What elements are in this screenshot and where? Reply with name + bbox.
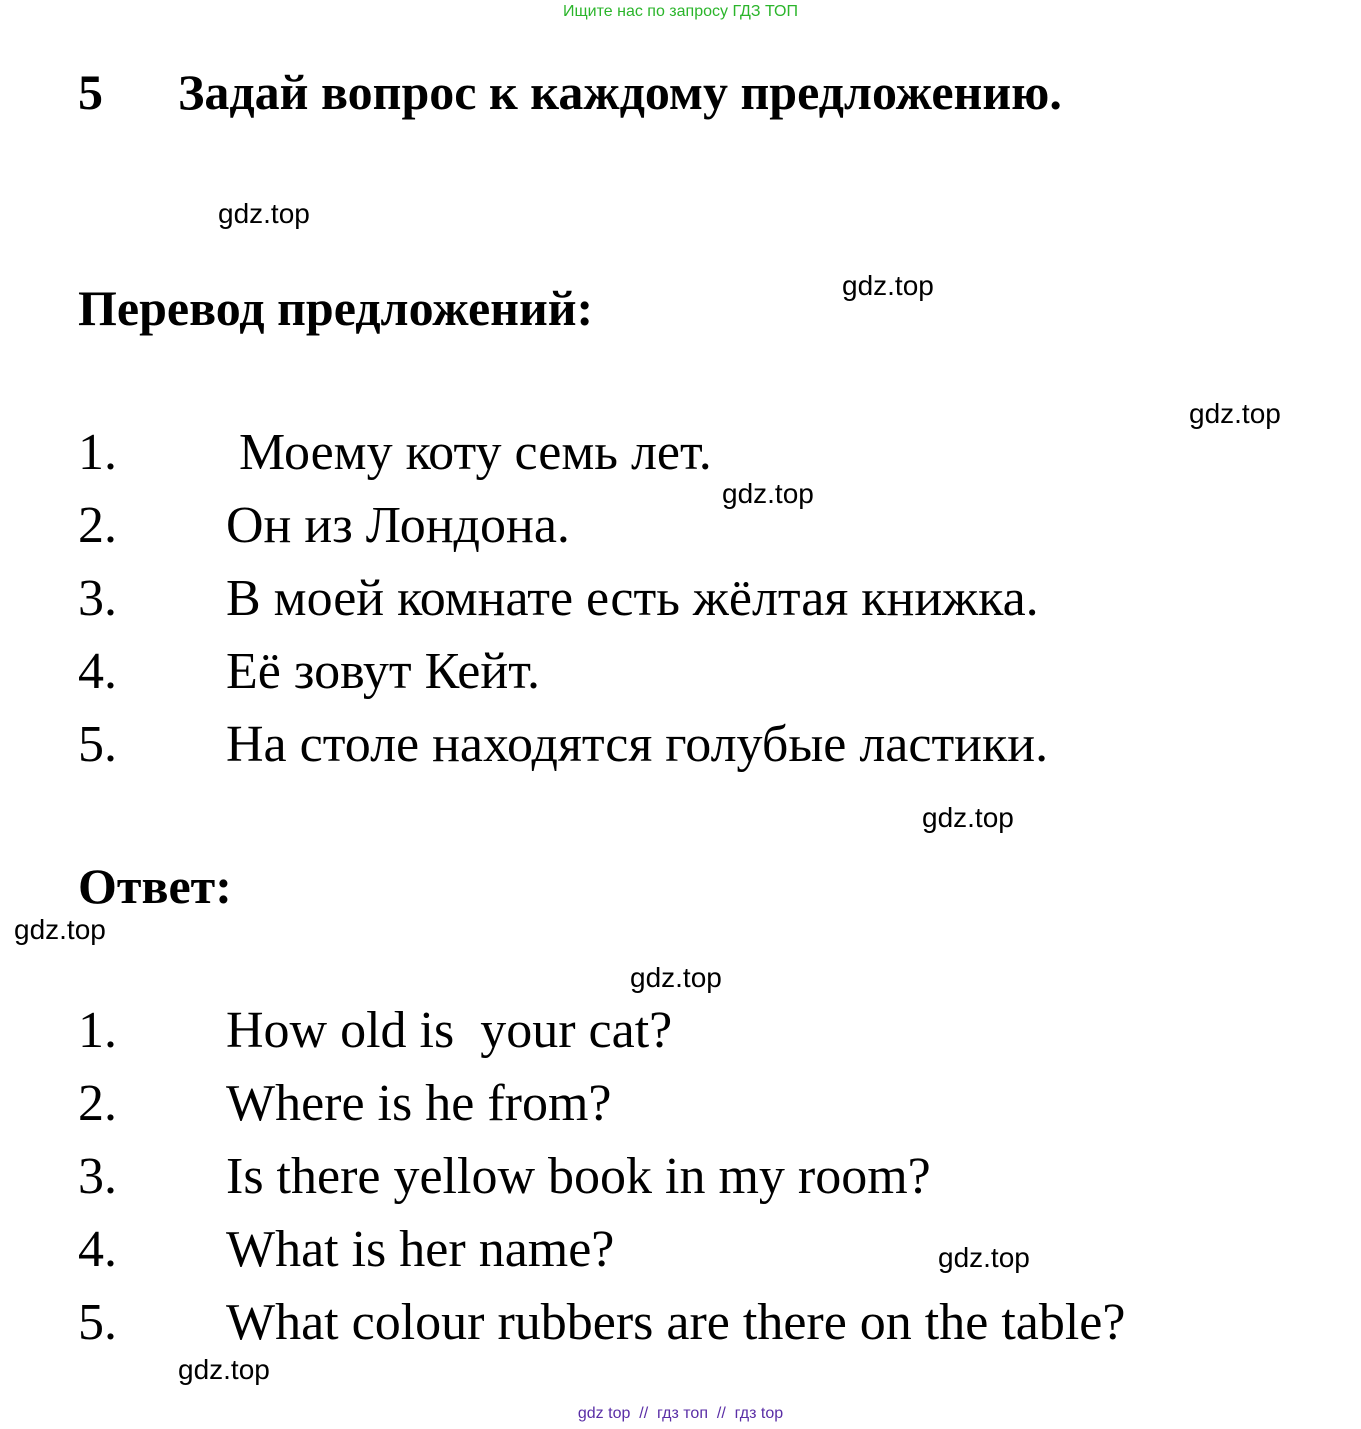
watermark: gdz.top [1189,398,1281,429]
item-number: 2. [78,1075,117,1132]
answer-heading: Ответ: [78,858,232,914]
answer-list [78,994,1125,1359]
watermark: gdz.top [630,962,722,993]
item-text: What colour rubbers are there on the table? [226,1294,1126,1351]
watermark: gdz.top [178,1354,270,1385]
watermark: gdz.top [922,802,1014,833]
item-number: 5. [78,1294,117,1351]
list-item [78,562,1048,635]
item-text: В моей комнате есть жёлтая книжка. [226,570,1039,627]
task-title: Задай вопрос к каждому предложению. [178,64,1062,120]
item-text: Он из Лондона. [226,497,570,554]
watermark: gdz.top [842,270,934,301]
item-text: Where is he from? [226,1075,612,1132]
list-item [78,635,1048,708]
list-item [78,1067,1125,1140]
footer-links: gdz top // гдз топ // гдз top [577,1405,784,1422]
watermark: gdz.top [938,1242,1030,1273]
item-number: 1. [78,1002,117,1059]
watermark: gdz.top [14,914,106,945]
search-hint-banner: Ищите нас по запросу ГДЗ ТОП [563,3,798,20]
item-number: 5. [78,716,117,773]
task-number: 5 [78,64,103,120]
item-number: 3. [78,570,117,627]
item-number: 4. [78,1221,117,1278]
list-item [78,489,1048,562]
item-number: 2. [78,497,117,554]
item-text: Её зовут Кейт. [226,643,541,700]
translation-heading: Перевод предложений: [78,280,594,336]
translation-list [78,416,1048,781]
item-text: Is there yellow book in my room? [226,1148,931,1205]
list-item [78,994,1125,1067]
item-text: How old is your cat? [226,1002,673,1059]
item-number: 3. [78,1148,117,1205]
task-heading [78,62,1062,122]
item-text: What is her name? [226,1221,615,1278]
watermark: gdz.top [722,478,814,509]
list-item [78,416,1048,489]
item-number: 1. [78,424,117,481]
list-item [78,1140,1125,1213]
list-item [78,708,1048,781]
list-item [78,1286,1125,1359]
item-text: На столе находятся голубые ластики. [226,716,1049,773]
item-text: Моему коту семь лет. [226,424,712,481]
watermark: gdz.top [218,198,310,229]
item-number: 4. [78,643,117,700]
